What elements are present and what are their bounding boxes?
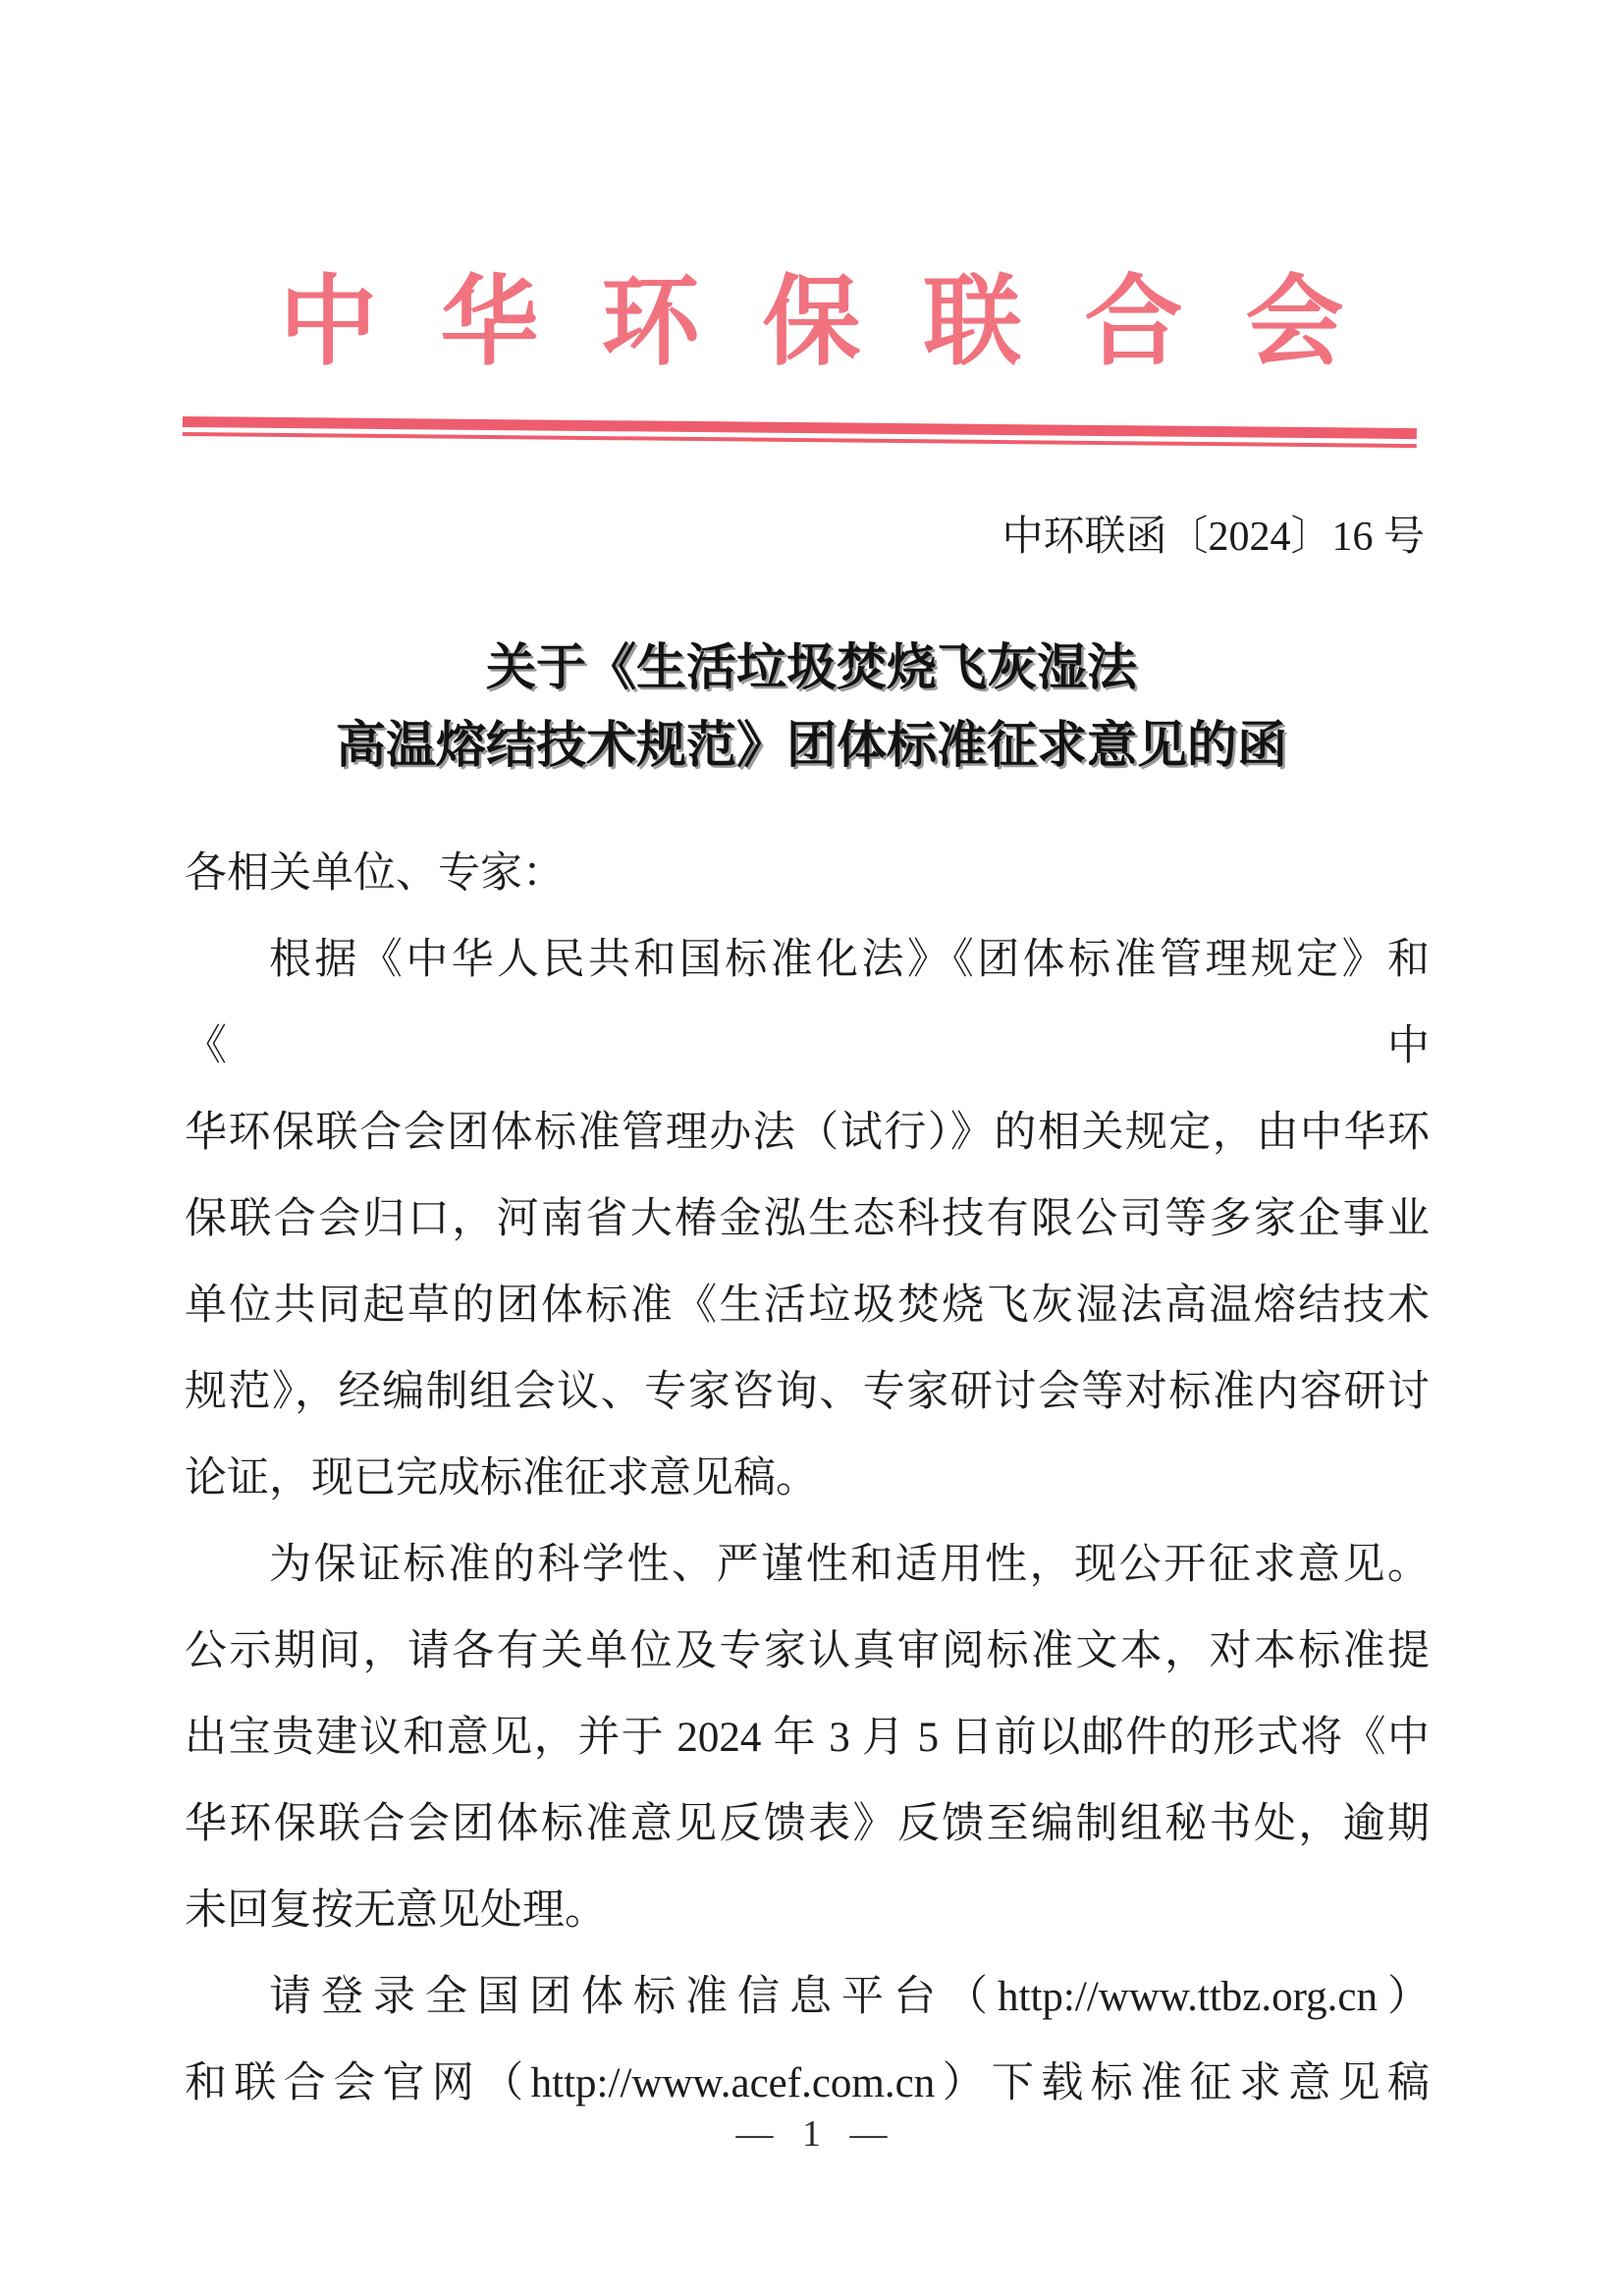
letterhead-divider [183,416,1417,448]
body-line: 保联合会归口，河南省大椿金泓生态科技有限公司等多家企事业 [185,1196,1430,1242]
body-line: 和联合会官网（http://www.acef.com.cn）下载标准征求意见稿 [185,2060,1430,2106]
body-line: 论证，现已完成标准征求意见稿。 [185,1455,818,1502]
salutation: 各相关单位、专家： [185,850,565,897]
body-line: 单位共同起草的团体标准《生活垃圾焚烧飞灰湿法高温熔结技术 [185,1283,1430,1329]
body-line: 华环保联合会团体标准管理办法（试行）》的相关规定，由中华环 [185,1110,1430,1156]
body-line: 未回复按无意见处理。 [185,1887,607,1934]
document-reference-number: 中环联函〔2024〕16 号 [1001,515,1425,560]
body-line: 华环保联合会团体标准意见反馈表》反馈至编制组秘书处，逾期 [185,1801,1430,1847]
body-line: 请登录全国团体标准信息平台（http://www.ttbz.org.cn） [269,1974,1430,2020]
document-title [0,630,1623,786]
title-line-1: 关于《生活垃圾焚烧飞灰湿法 [485,641,1137,696]
body-line: 出宝贵建议和意见，并于 2024 年 3 月 5 日前以邮件的形式将《中 [185,1715,1430,1761]
document-body [185,831,1430,2127]
body-line: 根据《中华人民共和国标准化法》《团体标准管理规定》和《中 [185,937,1430,1069]
title-line-2: 高温熔结技术规范》团体标准征求意见的函 [335,719,1287,774]
page-number: — 1 — [735,2113,897,2155]
body-line: 公示期间，请各有关单位及专家认真审阅标准文本，对本标准提 [185,1628,1430,1674]
body-line: 规范》，经编制组会议、专家咨询、专家研讨会等对标准内容研讨 [185,1369,1430,1415]
letterhead-org-name: 中华环保联合会 [279,268,1407,377]
body-line: 为保证标准的科学性、严谨性和适用性，现公开征求意见。 [269,1542,1430,1588]
